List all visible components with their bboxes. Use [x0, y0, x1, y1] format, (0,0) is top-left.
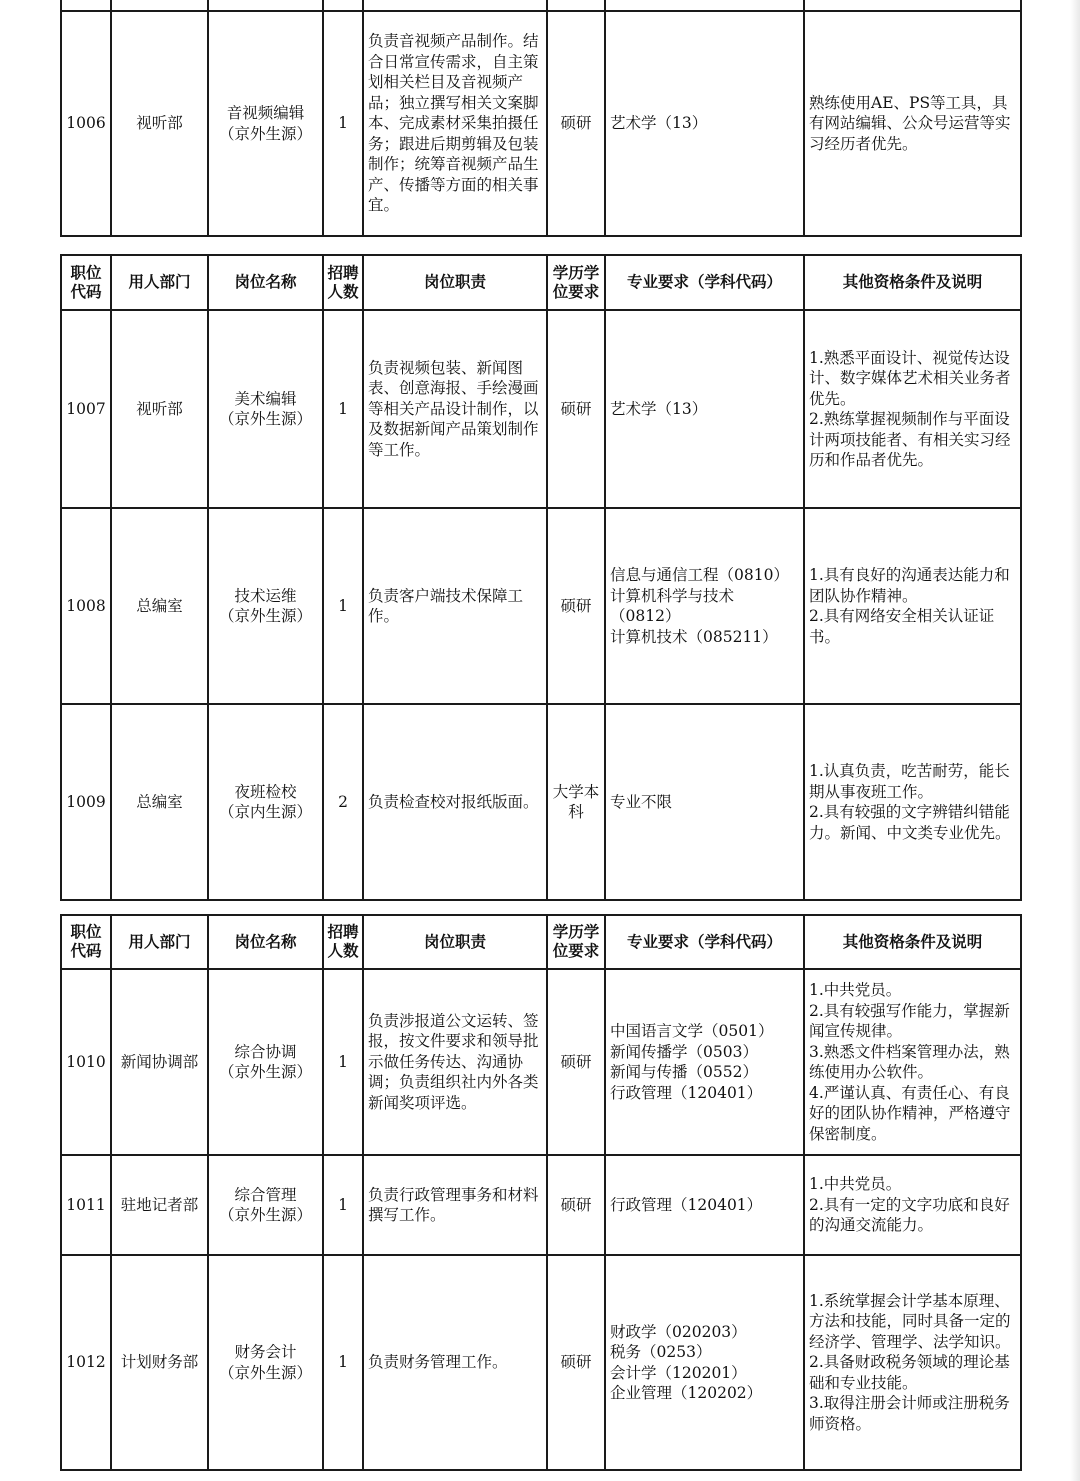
header-education: 学历学 位要求: [547, 255, 605, 310]
position-name: 技术运维 （京外生源）: [208, 508, 323, 704]
position-name: 夜班检校 （京内生源）: [208, 704, 323, 900]
headcount: 1: [323, 508, 363, 704]
major-requirement: 财政学（020203） 税务（0253） 会计学（120201） 企业管理（120202）: [605, 1255, 804, 1470]
education-requirement: 硕研: [547, 1155, 605, 1255]
table-row: [61, 508, 1021, 704]
header-other: 其他资格条件及说明: [804, 255, 1021, 310]
headcount: 1: [323, 310, 363, 508]
job-duties: 负责行政管理事务和材料撰写工作。: [363, 1155, 547, 1255]
job-code: 1010: [61, 969, 111, 1155]
major-requirement: 中国语言文学（0501） 新闻传播学（0503） 新闻与传播（0552） 行政管理（120401）: [605, 969, 804, 1155]
header-position-name: 岗位名称: [208, 255, 323, 310]
position-name: 财务会计 （京外生源）: [208, 1255, 323, 1470]
job-duties: 负责涉报道公文运转、签报，按文件要求和领导批示做任务传达、沟通协调；负责组织社内外各类新闻奖项评选。: [363, 969, 547, 1155]
job-code: 1006: [61, 11, 111, 236]
recruitment-table-part-3: [60, 914, 1022, 1471]
job-code: 1011: [61, 1155, 111, 1255]
header-education: 学历学 位要求: [547, 915, 605, 969]
table-row: [61, 969, 1021, 1155]
other-requirements: 1.熟悉平面设计、视觉传达设计、数字媒体艺术相关业务者优先。 2.熟练掌握视频制作与平面设计两项技能者、有相关实习经历和作品者优先。: [804, 310, 1021, 508]
department: 总编室: [111, 704, 208, 900]
job-duties: 负责财务管理工作。: [363, 1255, 547, 1470]
header-headcount: 招聘 人数: [323, 915, 363, 969]
position-name: 音视频编辑 （京外生源）: [208, 11, 323, 236]
position-name: 美术编辑 （京外生源）: [208, 310, 323, 508]
header-job-code: 职位 代码: [61, 915, 111, 969]
job-code: 1008: [61, 508, 111, 704]
header-other: 其他资格条件及说明: [804, 915, 1021, 969]
job-duties: 负责检查校对报纸版面。: [363, 704, 547, 900]
header-job-duties: 岗位职责: [363, 915, 547, 969]
header-major: 专业要求（学科代码）: [605, 255, 804, 310]
header-job-code: 职位 代码: [61, 255, 111, 310]
education-requirement: 硕研: [547, 11, 605, 236]
cut-off-row: [61, 0, 1021, 11]
other-requirements: 熟练使用AE、PS等工具，具有网站编辑、公众号运营等实习经历者优先。: [804, 11, 1021, 236]
department: 总编室: [111, 508, 208, 704]
header-headcount: 招聘 人数: [323, 255, 363, 310]
education-requirement: 硕研: [547, 508, 605, 704]
other-requirements: 1.具有良好的沟通表达能力和团队协作精神。 2.具有网络安全相关认证证书。: [804, 508, 1021, 704]
table-header-row: [61, 915, 1021, 969]
other-requirements: 1.中共党员。 2.具有较强写作能力，掌握新闻宣传规律。 3.熟悉文件档案管理办法，熟练使用办公软件。 4.严谨认真、有责任心、有良好的团队协作精神，严格遵守保密制度。: [804, 969, 1021, 1155]
header-job-duties: 岗位职责: [363, 255, 547, 310]
header-department: 用人部门: [111, 255, 208, 310]
header-major: 专业要求（学科代码）: [605, 915, 804, 969]
other-requirements: 1.系统掌握会计学基本原理、方法和技能，同时具备一定的经济学、管理学、法学知识。 2.具备财政税务领域的理论基础和专业技能。 3.取得注册会计师或注册税务师资格。: [804, 1255, 1021, 1470]
job-duties: 负责客户端技术保障工作。: [363, 508, 547, 704]
job-code: 1012: [61, 1255, 111, 1470]
headcount: 1: [323, 1255, 363, 1470]
education-requirement: 硕研: [547, 1255, 605, 1470]
table-row: [61, 1255, 1021, 1470]
education-requirement: 硕研: [547, 969, 605, 1155]
table-row: [61, 11, 1021, 236]
table-row: [61, 704, 1021, 900]
job-code: 1009: [61, 704, 111, 900]
position-name: 综合管理 （京外生源）: [208, 1155, 323, 1255]
major-requirement: 艺术学（13）: [605, 11, 804, 236]
headcount: 1: [323, 11, 363, 236]
education-requirement: 大学本科: [547, 704, 605, 900]
job-duties: 负责视频包装、新闻图表、创意海报、手绘漫画等相关产品设计制作，以及数据新闻产品策划制作等工作。: [363, 310, 547, 508]
position-name: 综合协调 （京外生源）: [208, 969, 323, 1155]
page-edge-shadow: [1070, 0, 1080, 1481]
job-duties: 负责音视频产品制作。结合日常宣传需求，自主策划相关栏目及音视频产品；独立撰写相关文案脚本、完成素材采集拍摄任务；跟进后期剪辑及包装制作；统筹音视频产品生产、传播等方面的相关事宜。: [363, 11, 547, 236]
headcount: 1: [323, 1155, 363, 1255]
major-requirement: 艺术学（13）: [605, 310, 804, 508]
department: 计划财务部: [111, 1255, 208, 1470]
major-requirement: 专业不限: [605, 704, 804, 900]
recruitment-table-part-1: [60, 0, 1022, 237]
major-requirement: 行政管理（120401）: [605, 1155, 804, 1255]
department: 视听部: [111, 11, 208, 236]
headcount: 2: [323, 704, 363, 900]
education-requirement: 硕研: [547, 310, 605, 508]
department: 驻地记者部: [111, 1155, 208, 1255]
major-requirement: 信息与通信工程（0810） 计算机科学与技术（0812） 计算机技术（085211）: [605, 508, 804, 704]
department: 新闻协调部: [111, 969, 208, 1155]
header-position-name: 岗位名称: [208, 915, 323, 969]
headcount: 1: [323, 969, 363, 1155]
table-row: [61, 1155, 1021, 1255]
table-header-row: [61, 255, 1021, 310]
header-department: 用人部门: [111, 915, 208, 969]
table-row: [61, 310, 1021, 508]
other-requirements: 1.中共党员。 2.具有一定的文字功底和良好的沟通交流能力。: [804, 1155, 1021, 1255]
other-requirements: 1.认真负责，吃苦耐劳，能长期从事夜班工作。 2.具有较强的文字辨错纠错能力。新闻、中文类专业优先。: [804, 704, 1021, 900]
department: 视听部: [111, 310, 208, 508]
recruitment-table-part-2: [60, 254, 1022, 901]
job-code: 1007: [61, 310, 111, 508]
